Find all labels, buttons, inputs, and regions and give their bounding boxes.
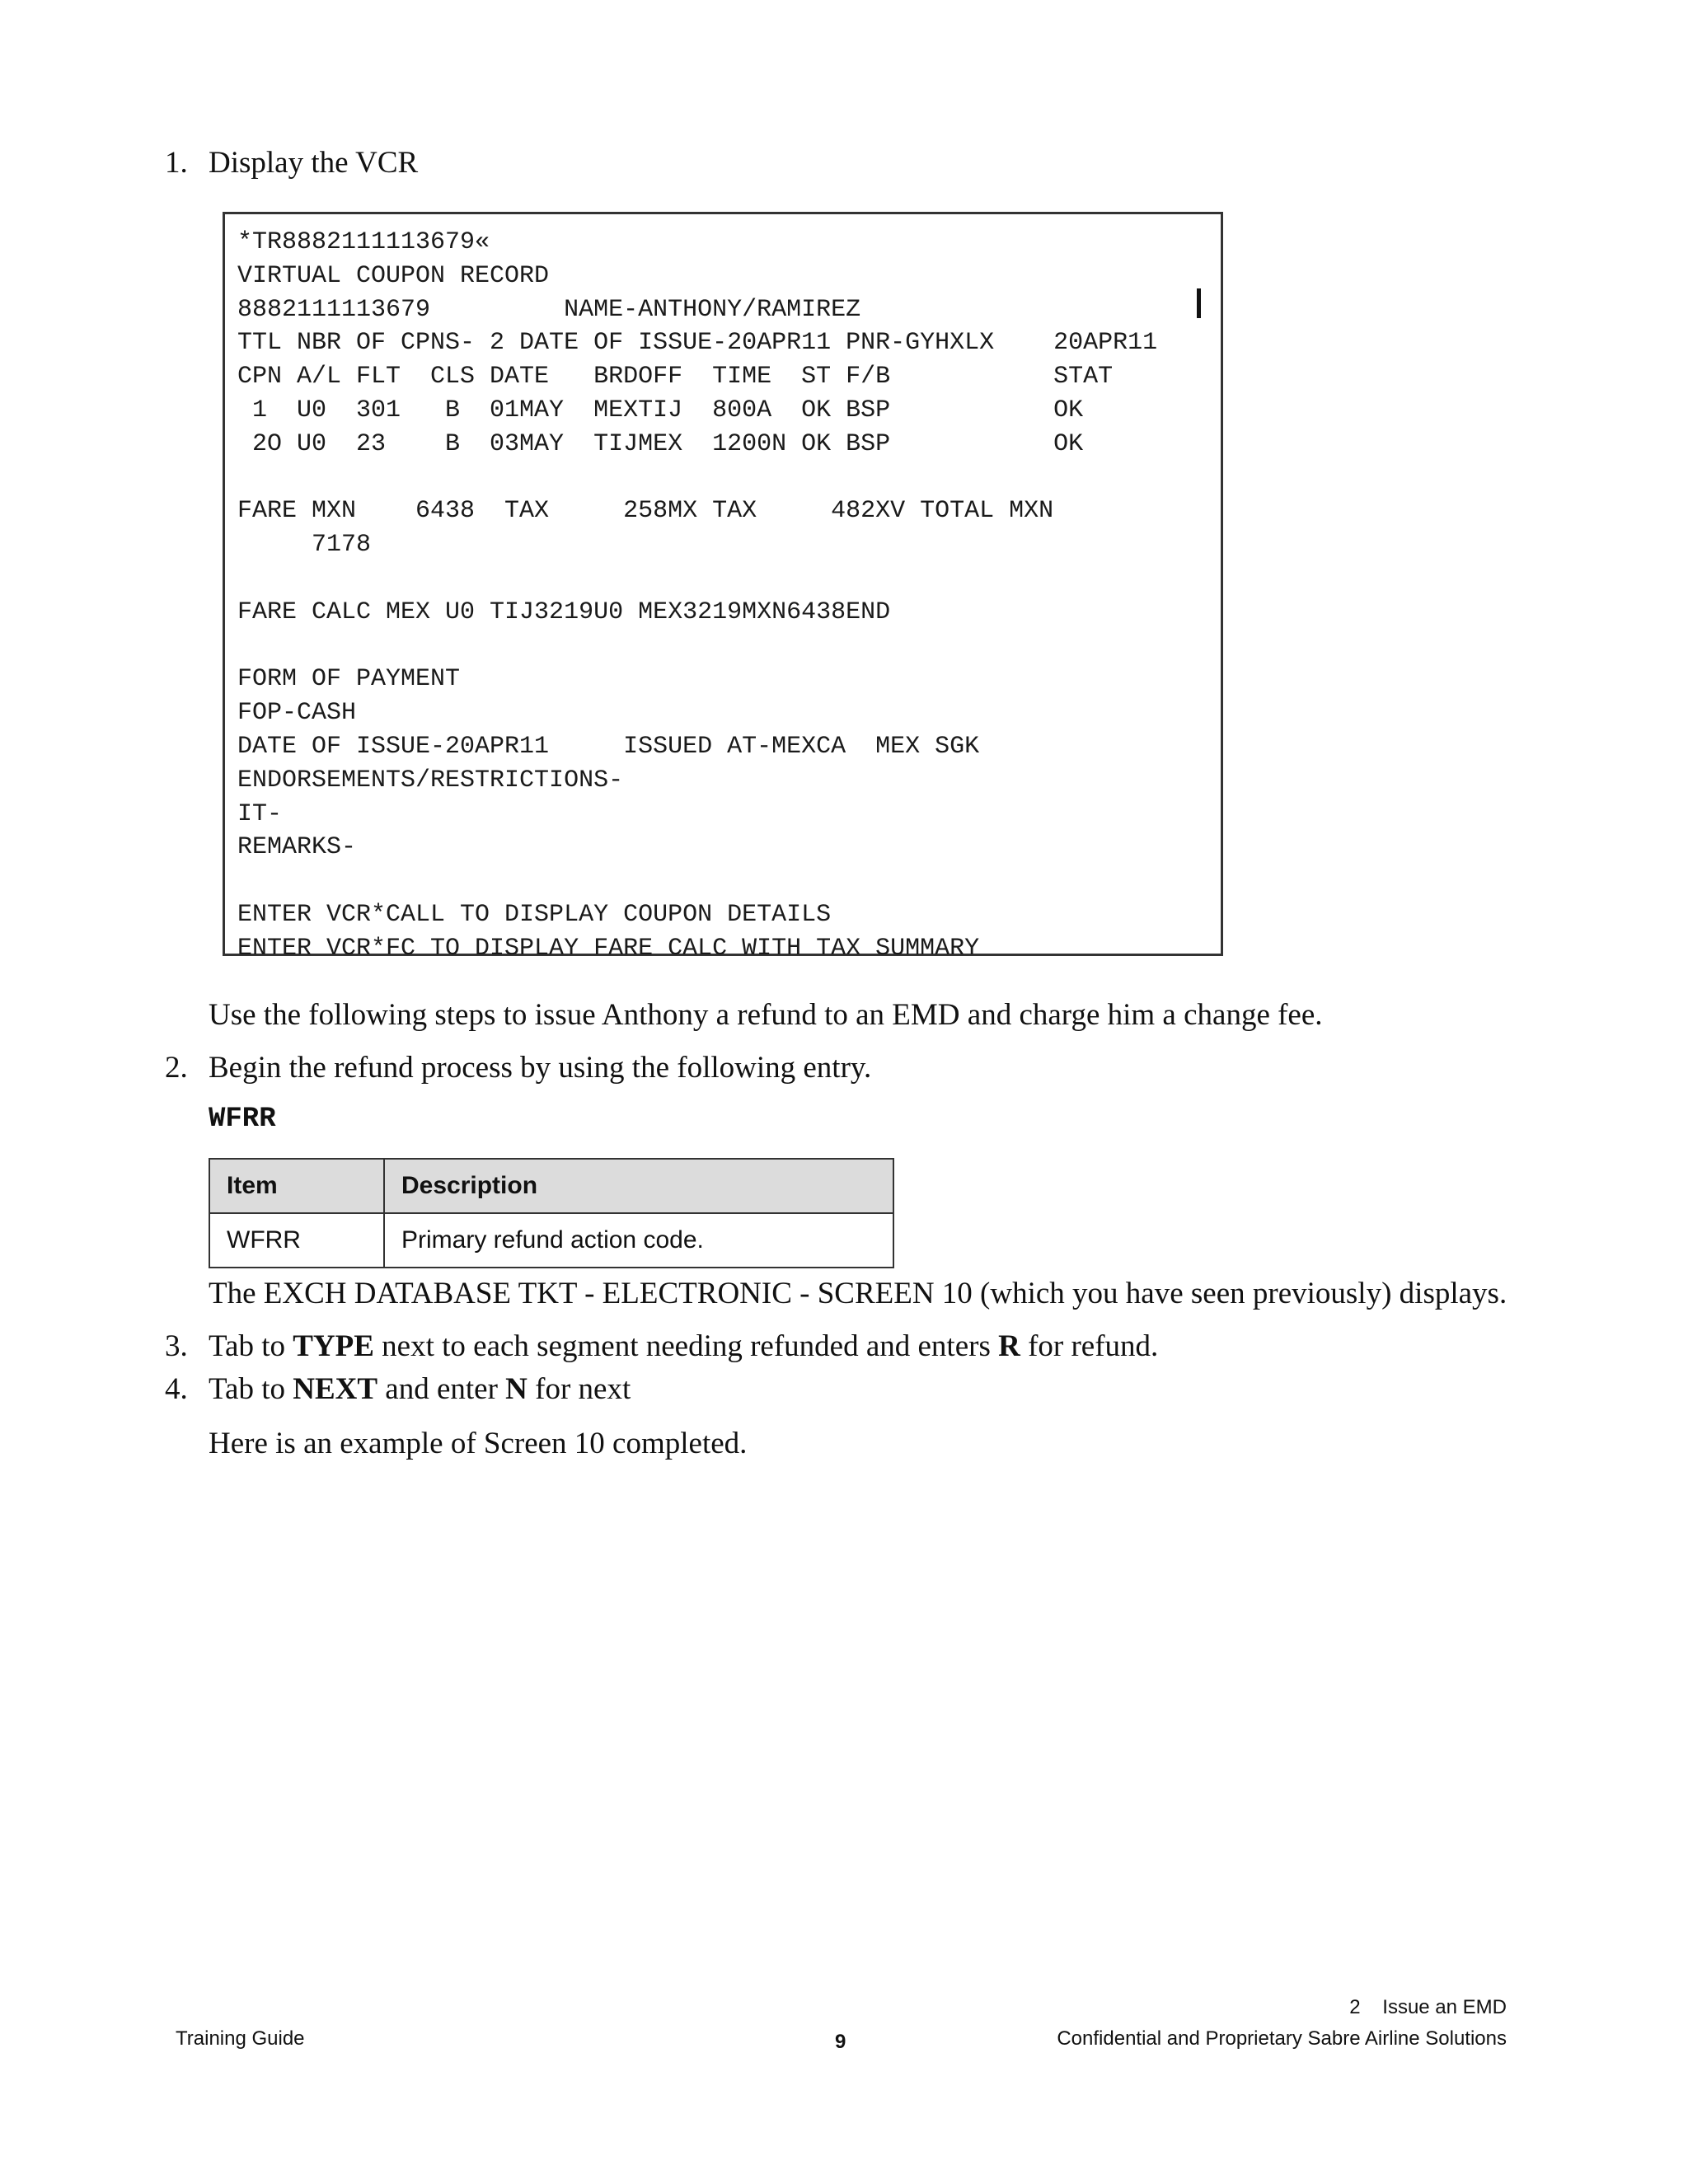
step-3-field-type: TYPE <box>293 1329 374 1363</box>
table-cell-description: Primary refund action code. <box>384 1213 893 1268</box>
step-4-text <box>209 1371 631 1408</box>
step-3-text <box>209 1329 1158 1365</box>
step-4-part-1: Tab to <box>209 1372 293 1406</box>
terminal-line: ENTER VCR*CALL TO DISPLAY COUPON DETAILS <box>237 901 832 929</box>
terminal-line: FARE MXN 6438 TAX 258MX TAX 482XV TOTAL MXN <box>237 497 1054 526</box>
terminal-line: 7178 <box>237 531 372 560</box>
terminal-line: FARE CALC MEX U0 TIJ3219U0 MEX3219MXN6438END <box>237 598 891 626</box>
terminal-line: IT- <box>237 799 283 828</box>
terminal-line: 2O U0 23 B 03MAY TIJMEX 1200N OK BSP OK <box>237 429 1084 458</box>
entry-code: WFRR <box>209 1104 276 1135</box>
step-1-text: Display the VCR <box>209 146 419 180</box>
terminal-line: 1 U0 301 B 01MAY MEXTIJ 800A OK BSP OK <box>237 396 1084 424</box>
terminal-line: DATE OF ISSUE-20APR11 ISSUED AT-MEXCA MEX SGK <box>237 733 980 761</box>
step-4-field-next: NEXT <box>293 1372 378 1406</box>
step-3-part-3: next to each segment needing refunded and enters <box>373 1329 999 1363</box>
step-2-text: Begin the refund process by using the following entry. <box>209 1051 872 1085</box>
terminal-line: *TR8882111113679« <box>237 228 490 256</box>
table-header-item: Item <box>209 1159 384 1213</box>
footer-chapter: 2 Issue an EMD <box>1349 1996 1507 2018</box>
terminal-line: FORM OF PAYMENT <box>237 665 461 694</box>
terminal-line: CPN A/L FLT CLS DATE BRDOFF TIME ST F/B STAT <box>237 363 1114 391</box>
vcr-terminal-screenshot <box>223 212 1223 963</box>
terminal-line: VIRTUAL COUPON RECORD <box>237 261 550 290</box>
step-number-4: 4. <box>165 1372 188 1406</box>
step-number-3: 3. <box>165 1329 188 1363</box>
terminal-line: REMARKS- <box>237 833 357 862</box>
terminal-line: ENDORSEMENTS/RESTRICTIONS- <box>237 766 624 794</box>
intro-paragraph: Use the following steps to issue Anthony a refund to an EMD and charge him a change fee. <box>209 998 1323 1032</box>
table-row <box>209 1213 893 1268</box>
item-description-table <box>209 1158 894 1268</box>
table-header-row <box>209 1159 893 1213</box>
table-cell-item: WFRR <box>209 1213 384 1268</box>
step-3-code-r: R <box>998 1329 1020 1363</box>
terminal-line: ENTER VCR*FC TO DISPLAY FARE CALC WITH TAX SUMMARY <box>237 934 980 963</box>
terminal-line: TTL NBR OF CPNS- 2 DATE OF ISSUE-20APR11 PNR-GYHXLX 20APR11 <box>237 329 1158 358</box>
step-number-1: 1. <box>165 146 188 180</box>
footer-left-title: Training Guide <box>176 2027 305 2050</box>
screen-10-note: The EXCH DATABASE TKT - ELECTRONIC - SCREEN 10 (which you have seen previously) displays. <box>209 1277 1507 1310</box>
terminal-line: 8882111113679 NAME-ANTHONY/RAMIREZ <box>237 295 861 324</box>
footer-right-notice: Confidential and Proprietary Sabre Airline Solutions <box>1057 2027 1507 2050</box>
footer-page-number: 9 <box>835 2031 846 2053</box>
step-number-2: 2. <box>165 1051 188 1085</box>
text-cursor-icon <box>1197 288 1201 318</box>
step-4-part-3: and enter <box>377 1372 506 1406</box>
terminal-line: FOP-CASH <box>237 699 357 728</box>
step-3-part-5: for refund. <box>1020 1329 1159 1363</box>
step-4-part-5: for next <box>527 1372 631 1406</box>
step-3-part-1: Tab to <box>209 1329 293 1363</box>
step-4-code-n: N <box>505 1372 528 1406</box>
table-header-description: Description <box>384 1159 893 1213</box>
closing-paragraph: Here is an example of Screen 10 completed. <box>209 1427 748 1460</box>
